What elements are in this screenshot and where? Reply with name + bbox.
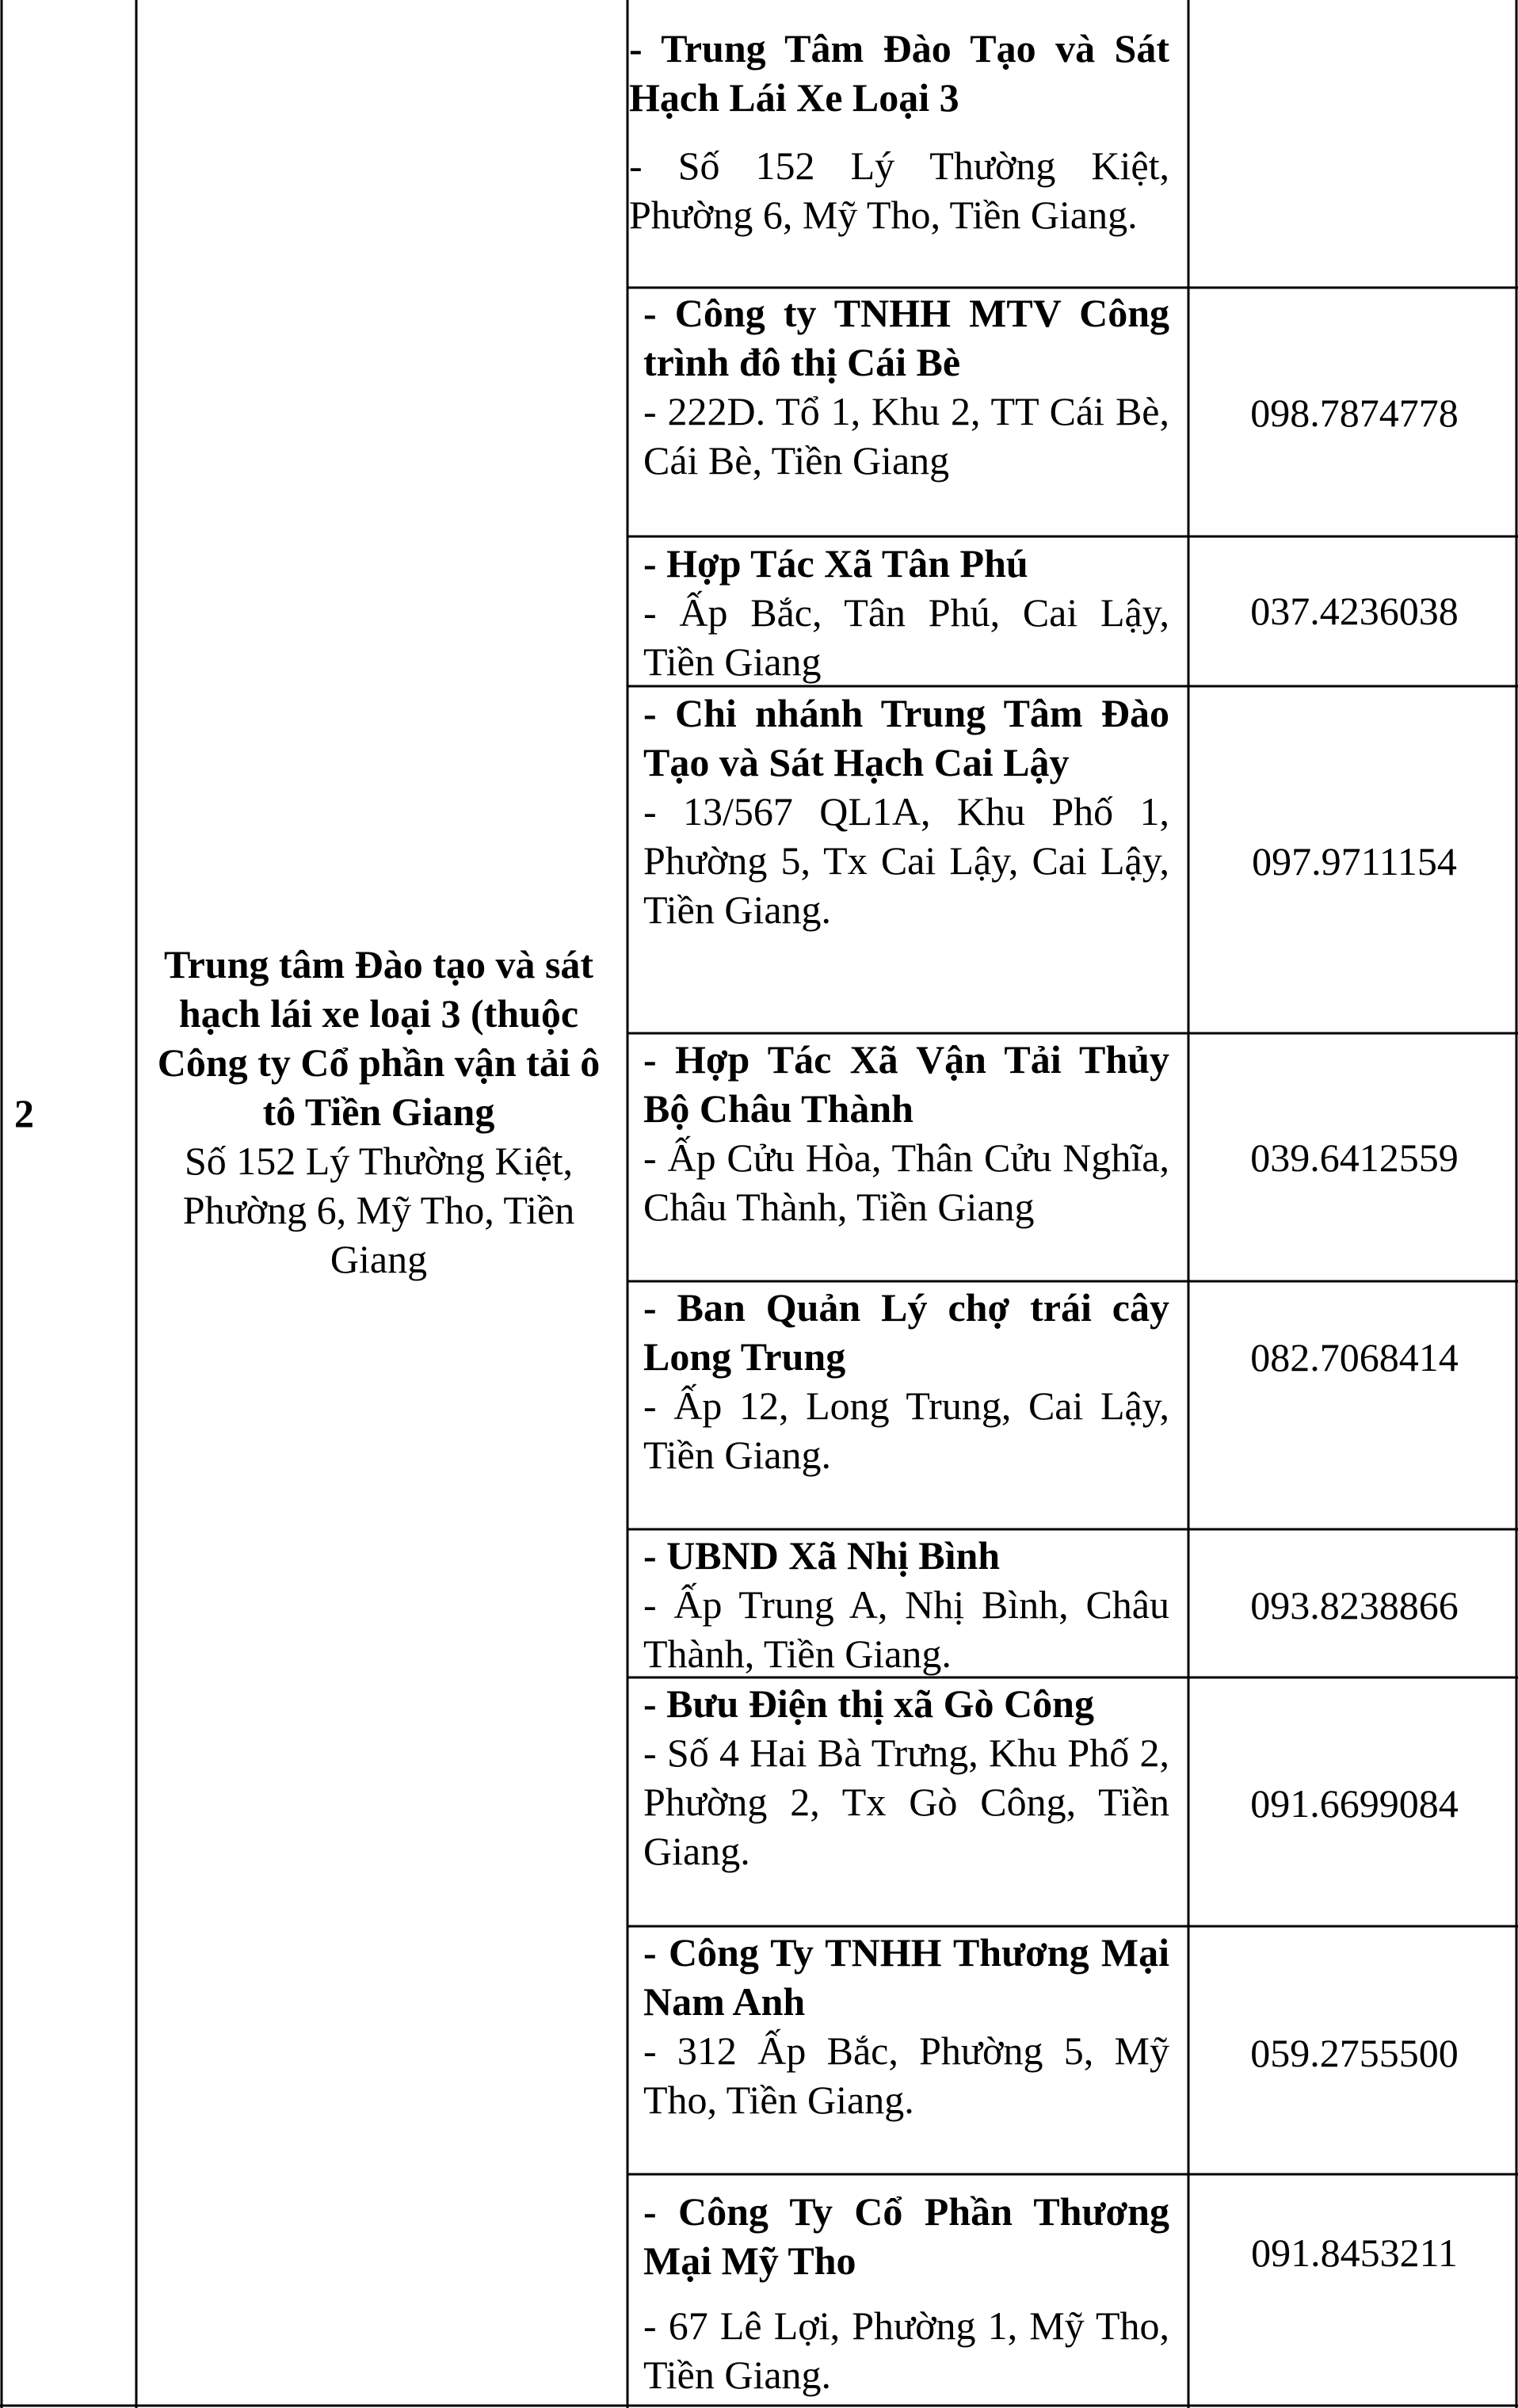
phone-number: 093.8238866 [1250, 1583, 1459, 1628]
training-center-cell [141, 940, 616, 1284]
location-name: - Công Ty Cổ Phần Thương Mại Mỹ Tho [643, 2189, 1169, 2283]
phone-number: 059.2755500 [1250, 2031, 1459, 2075]
list-item [643, 1283, 1169, 1479]
list-item [643, 2187, 1169, 2399]
location-address: - Ấp Trung A, Nhị Bình, Châu Thành, Tiền Giang. [643, 1582, 1169, 1676]
phone-number: 082.7068414 [1250, 1335, 1459, 1380]
phone-number: 091.8453211 [1251, 2231, 1458, 2275]
list-item [643, 288, 1169, 485]
location-address: - 312 Ấp Bắc, Phường 5, Mỹ Tho, Tiền Giang. [643, 2028, 1169, 2122]
phone-number: 097.9711154 [1252, 839, 1457, 883]
location-address: - Số 4 Hai Bà Trưng, Khu Phố 2, Phường 2, Tx Gò Công, Tiền Giang. [643, 1731, 1169, 1873]
location-address: - Ấp Cửu Hòa, Thân Cửu Nghĩa, Châu Thành, Tiền Giang [643, 1135, 1169, 1229]
location-address: - Ấp Bắc, Tân Phú, Cai Lậy, Tiền Giang [643, 590, 1169, 684]
location-address: - Số 152 Lý Thường Kiệt, Phường 6, Mỹ Tho, Tiền Giang. [629, 143, 1169, 237]
list-item [643, 1035, 1169, 1231]
location-address: - 222D. Tổ 1, Khu 2, TT Cái Bè, Cái Bè, Tiền Giang [643, 389, 1169, 483]
location-name: - Trung Tâm Đào Tạo và Sát Hạch Lái Xe Loại 3 [629, 26, 1169, 120]
location-address: - 13/567 QL1A, Khu Phố 1, Phường 5, Tx Cai Lậy, Cai Lậy, Tiền Giang. [643, 789, 1169, 932]
list-item [643, 1928, 1169, 2124]
training-center-name: Trung tâm Đào tạo và sát hạch lái xe loại 3 (thuộc Công ty Cổ phần vận tải ô tô Tiền Giang [157, 942, 601, 1134]
training-center-address: Số 152 Lý Thường Kiệt, Phường 6, Mỹ Tho, Tiền Giang [182, 1139, 575, 1281]
list-item [629, 24, 1169, 239]
row-number: 2 [14, 1091, 34, 1135]
location-address: - Ấp 12, Long Trung, Cai Lậy, Tiền Giang. [643, 1383, 1169, 1477]
phone-number: 098.7874778 [1250, 391, 1459, 435]
list-item [643, 539, 1169, 686]
location-name: - Hợp Tác Xã Vận Tải Thủy Bộ Châu Thành [643, 1037, 1169, 1131]
list-item [643, 1679, 1169, 1876]
location-name: - Hợp Tác Xã Tân Phú [643, 541, 1028, 586]
location-address: - 67 Lê Lợi, Phường 1, Mỹ Tho, Tiền Giang. [643, 2303, 1169, 2397]
location-name: - Ban Quản Lý chợ trái cây Long Trung [643, 1285, 1169, 1379]
location-name: - Chi nhánh Trung Tâm Đào Tạo và Sát Hạch Cai Lậy [643, 691, 1169, 784]
location-name: - Bưu Điện thị xã Gò Công [643, 1681, 1094, 1726]
location-name: - Công Ty TNHH Thương Mại Nam Anh [643, 1930, 1169, 2024]
list-item [643, 689, 1169, 934]
phone-number: 091.6699084 [1250, 1781, 1459, 1826]
list-item [643, 1531, 1169, 1678]
location-name: - Công ty TNHH MTV Công trình đô thị Cái Bè [643, 291, 1169, 384]
phone-number: 039.6412559 [1250, 1135, 1459, 1180]
phone-number: 037.4236038 [1250, 589, 1459, 633]
location-name: - UBND Xã Nhị Bình [643, 1533, 1001, 1578]
